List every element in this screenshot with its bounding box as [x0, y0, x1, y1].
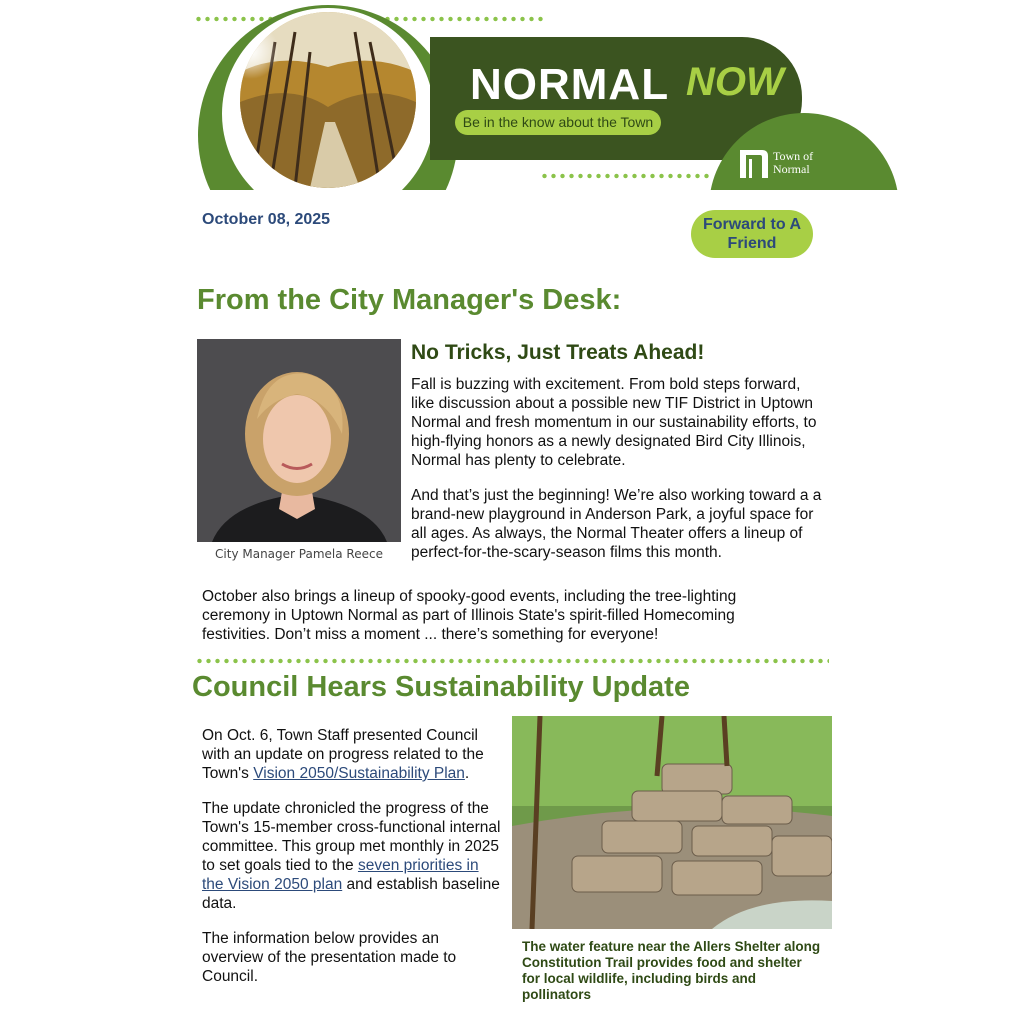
sust-paragraph-1	[202, 726, 502, 783]
header-dots-bottom	[540, 173, 710, 179]
tagline-pill: Be in the know about the Town	[455, 110, 661, 135]
logo-line-2: Normal	[773, 162, 810, 176]
seven-priorities-link[interactable]: seven priorities in the Vision 2050 plan	[202, 857, 479, 893]
sust-paragraph-2	[202, 799, 502, 913]
town-logo-text	[773, 150, 813, 176]
sust-p1-text: On Oct. 6, Town Staff presented Council with an update on progress related to the Town's	[202, 727, 484, 782]
town-logo-icon	[738, 148, 770, 178]
vision-2050-link[interactable]: Vision 2050/Sustainability Plan	[253, 765, 465, 782]
brand-title: NORMAL	[470, 60, 670, 109]
water-feature-photo	[512, 716, 832, 929]
article-title: No Tricks, Just Treats Ahead!	[411, 341, 705, 364]
section-divider	[195, 658, 829, 664]
forward-to-friend-button[interactable]: Forward to A Friend	[691, 210, 813, 258]
cm-paragraph-2: And that’s just the beginning! We’re also working toward a a brand-new playground in Anderson Park, a joyful space for all ages. As always, the Normal Theater offers a lineup of perfect-for-the-scary-season films this month.	[411, 487, 822, 561]
brand-accent: NOW	[686, 60, 784, 104]
section-title-sustainability: Council Hears Sustainability Update	[192, 671, 690, 703]
issue-date: October 08, 2025	[202, 211, 331, 228]
sust-paragraph-3: The information below provides an overview of the presentation made to Council.	[202, 930, 457, 985]
city-manager-caption: City Manager Pamela Reece	[215, 547, 383, 561]
sust-p2-text: The update chronicled the progress of the Town's 15-member cross-functional internal committee. This group met monthly in 2025 to set goals tied to the	[202, 800, 501, 874]
city-manager-photo	[197, 339, 401, 542]
section-title-city-manager: From the City Manager's Desk:	[197, 284, 622, 316]
water-feature-caption: The water feature near the Allers Shelter along Constitution Trail provides food and shelter for local wildlife, including birds and pollinators	[522, 939, 821, 1002]
header-tree-photo	[240, 12, 416, 188]
cm-paragraph-3: October also brings a lineup of spooky-good events, including the tree-lighting ceremony in Uptown Normal as part of Illinois State's spirit-filled Homecoming festivities. Don’t miss a moment ... there’s something for everyone!	[202, 588, 737, 643]
logo-line-1: Town of	[773, 149, 814, 163]
sust-p1-end: .	[464, 765, 470, 782]
cm-paragraph-1: Fall is buzzing with excitement. From bold steps forward, like discussion about a possible new TIF District in Uptown Normal and fresh momentum in our sustainability efforts, to high-flying honors as a newly designated Bird City Illinois, Normal has plenty to celebrate.	[411, 376, 817, 469]
sust-p2-end: and establish baseline data.	[202, 876, 500, 912]
